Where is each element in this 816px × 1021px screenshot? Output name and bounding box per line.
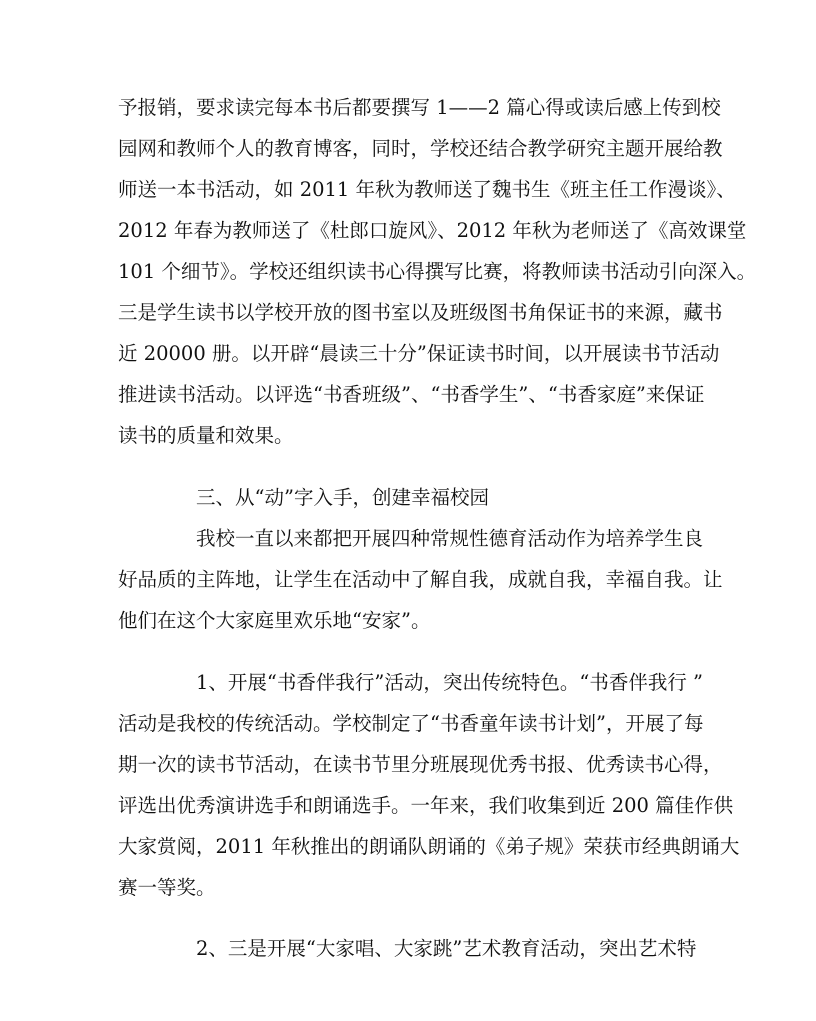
text-line: 近 20000 册。以开辟“晨读三十分”保证读书时间，以开展读书节活动 xyxy=(118,342,720,365)
text-line: 读书的质量和效果。 xyxy=(118,424,294,447)
section-heading: 三、从“动”字入手，创建幸福校园 xyxy=(196,486,489,509)
text-line: 予报销，要求读完每本书后都要撰写 1——2 篇心得或读后感上传到校 xyxy=(118,96,721,119)
text-line: 活动是我校的传统活动。学校制定了“书香童年读书计划”，开展了每 xyxy=(118,712,704,735)
text-line: 三是学生读书以学校开放的图书室以及班级图书角保证书的来源，藏书 xyxy=(118,301,723,324)
text-line: 他们在这个大家庭里欢乐地“安家”。 xyxy=(118,609,431,632)
text-line: 我校一直以来都把开展四种常规性德育活动作为培养学生良 xyxy=(196,527,704,550)
text-line: 101 个细节》。学校还组织读书心得撰写比赛，将教师读书活动引向深入。 xyxy=(118,260,757,283)
text-line: 2012 年春为教师送了《杜郎口旋风》、2012 年秋为老师送了《高效课堂 xyxy=(118,219,747,242)
text-line: 师送一本书活动，如 2011 年秋为教师送了魏书生《班主任工作漫谈》、 xyxy=(118,178,736,201)
text-line: 推进读书活动。以评选“书香班级”、“书香学生”、“书香家庭”来保证 xyxy=(118,383,705,406)
text-line: 2、三是开展“大家唱、大家跳”艺术教育活动，突出艺术特 xyxy=(196,937,697,960)
text-line: 评选出优秀演讲选手和朗诵选手。一年来，我们收集到近 200 篇佳作供 xyxy=(118,794,734,817)
text-line: 赛一等奖。 xyxy=(118,876,216,899)
text-line: 1、开展“书香伴我行”活动，突出传统特色。“书香伴我行 ” xyxy=(196,671,703,694)
text-line: 大家赏阅，2011 年秋推出的朗诵队朗诵的《弟子规》荣获市经典朗诵大 xyxy=(118,835,740,858)
text-line: 园网和教师个人的教育博客，同时，学校还结合教学研究主题开展给教 xyxy=(118,137,723,160)
text-line: 期一次的读书节活动，在读书节里分班展现优秀书报、优秀读书心得， xyxy=(118,753,723,776)
text-line: 好品质的主阵地，让学生在活动中了解自我，成就自我，幸福自我。让 xyxy=(118,568,723,591)
